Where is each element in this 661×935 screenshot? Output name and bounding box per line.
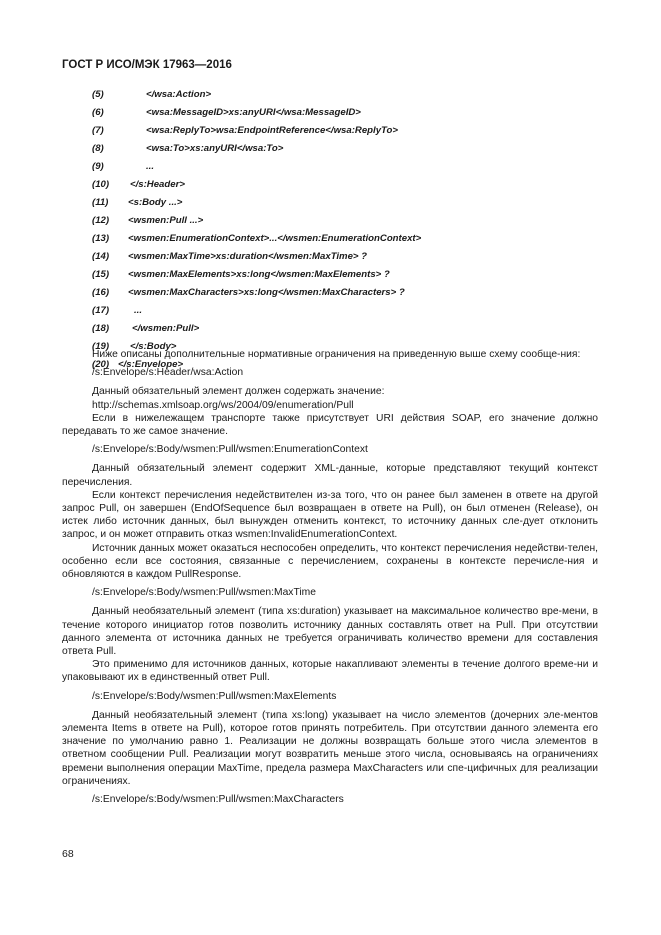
- page-number: 68: [62, 848, 74, 860]
- code-line-number: (19): [92, 341, 110, 352]
- document-body: [62, 348, 598, 812]
- xpath-maxcharacters: /s:Envelope/s:Body/wsmen:Pull/wsmen:MaxCharacters: [92, 794, 344, 806]
- code-line: [92, 140, 421, 158]
- code-line-text: ...: [134, 305, 142, 316]
- code-line: [92, 248, 421, 266]
- code-line-text: <wsmen:MaxCharacters>xs:long</wsmen:MaxCharacters> ?: [128, 287, 405, 298]
- xpath-maxelements: /s:Envelope/s:Body/wsmen:Pull/wsmen:MaxElements: [92, 690, 337, 702]
- xpath-enumeration-context: /s:Envelope/s:Body/wsmen:Pull/wsmen:EnumerationContext: [92, 444, 368, 456]
- code-line-text: <wsmen:MaxTime>xs:duration</wsmen:MaxTime> ?: [128, 251, 368, 262]
- code-line: [92, 320, 421, 338]
- code-line-number: (10): [92, 179, 110, 190]
- code-line: [92, 176, 421, 194]
- code-line-text: <wsa:MessageID>xs:anyURI</wsa:MessageID>: [146, 107, 361, 118]
- code-line-text: <s:Body ...>: [128, 197, 183, 208]
- code-line-number: (16): [92, 287, 110, 298]
- action-paragraph-1: Данный обязательный элемент должен содержать значение:: [92, 386, 385, 398]
- code-line-text: <wsmen:Pull ...>: [128, 215, 204, 226]
- code-line: [92, 284, 421, 302]
- code-line-number: (8): [92, 143, 104, 154]
- code-line: [92, 104, 421, 122]
- code-line-number: (11): [92, 197, 109, 208]
- action-url: http://schemas.xmlsoap.org/ws/2004/09/enumeration/Pull: [92, 399, 354, 411]
- intro-paragraph: Ниже описаны дополнительные нормативные ограничения на приведенную выше схему сообще-ния:: [92, 349, 581, 360]
- code-line-number: (12): [92, 215, 110, 226]
- code-line-text: </s:Envelope>: [118, 359, 184, 370]
- maxelements-paragraph-1: Данный необязательный элемент (типа xs:long) указывает на число элементов (дочерних эле-ментов элемента Items в ответе на Pull), которое готов принять потребитель. При отсутствии данного элемента его значение по умолчанию равно 1. Реализации не должны возвращать больше этого числа элементов в ответном сообщении Pull. Реализации могут возвратить меньше этого числа, основываясь на ограничениях времени выполнения операции MaxTime, предела размера MaxCharacters или спе-цифичных для реализации ограничениях.: [62, 709, 598, 787]
- code-line: [92, 158, 421, 176]
- document-header: ГОСТ Р ИСО/МЭК 17963—2016: [62, 59, 232, 71]
- code-line: [92, 302, 421, 320]
- code-line: [92, 266, 421, 284]
- code-line: [92, 230, 421, 248]
- xpath-maxtime: /s:Envelope/s:Body/wsmen:Pull/wsmen:MaxTime: [92, 587, 316, 599]
- code-line: [92, 194, 421, 212]
- code-line: [92, 212, 421, 230]
- code-line-number: (13): [92, 233, 110, 244]
- context-paragraph-2: Если контекст перечисления недействителен из-за того, что он ранее был заменен в ответе на другой запрос Pull, он завершен (EndOfSequence был возвращаен в ответе на Pull), он был отменен (Release), он истек либо источник данных, был вынужден отменить контекст, то источнику данных сле-дует отклонить запрос, и он может отправить отказ wsmen:InvalidEnumerationContext.: [62, 489, 598, 541]
- code-line-number: (17): [92, 305, 110, 316]
- code-line: [92, 122, 421, 140]
- code-line-text: </s:Body>: [130, 341, 177, 352]
- context-paragraph-1: Данный обязательный элемент содержит XML-данные, которые представляют текущий контекст перечисления.: [62, 463, 598, 488]
- code-line-number: (18): [92, 323, 110, 334]
- action-paragraph-2: Если в нижележащем транспорте также присутствует URI действия SOAP, его значение должно передавать то же самое значение.: [62, 412, 598, 438]
- code-line: [92, 86, 421, 104]
- maxtime-paragraph-2: Это применимо для источников данных, которые накапливают элементы в течение долгого време-ни и упаковывают их в единственный ответ Pull.: [62, 659, 598, 684]
- xpath-action: /s:Envelope/s:Header/wsa:Action: [92, 367, 244, 379]
- code-line-text: ...: [146, 161, 154, 172]
- code-line-number: (6): [92, 107, 104, 118]
- code-line-text: <wsmen:EnumerationContext>...</wsmen:EnumerationContext>: [128, 233, 422, 244]
- code-line-number: (5): [92, 89, 104, 100]
- maxtime-paragraph-1: Данный необязательный элемент (типа xs:duration) указывает на максимальное количество вре-мени, в течение которого инициатор готов позволить источнику данных составлять ответ на Pull. При отсутствии данного элемента от источника данных не требуется ограничивать количество времени для составления ответа Pull.: [62, 606, 598, 658]
- code-line-number: (9): [92, 161, 104, 172]
- code-line-text: <wsa:ReplyTo>wsa:EndpointReference</wsa:ReplyTo>: [146, 125, 398, 136]
- code-line-number: (14): [92, 251, 110, 262]
- context-paragraph-3: Источник данных может оказаться неспособен определить, что контекст перечисления недействи-телен, особенно если все состояния, связанные с перечислением, сохранены в контексте перечисле-ния и обновляются в каждом PullResponse.: [62, 542, 598, 581]
- code-line-number: (15): [92, 269, 110, 280]
- code-line-number: (20): [92, 359, 110, 370]
- code-line-text: </wsa:Action>: [146, 89, 212, 100]
- code-line-number: (7): [92, 125, 104, 136]
- code-line-text: <wsmen:MaxElements>xs:long</wsmen:MaxElements> ?: [128, 269, 390, 280]
- code-line-text: <wsa:To>xs:anyURI</wsa:To>: [146, 143, 284, 154]
- code-line-text: </s:Header>: [130, 179, 185, 190]
- code-listing: [92, 86, 421, 374]
- code-line-text: </wsmen:Pull>: [132, 323, 200, 334]
